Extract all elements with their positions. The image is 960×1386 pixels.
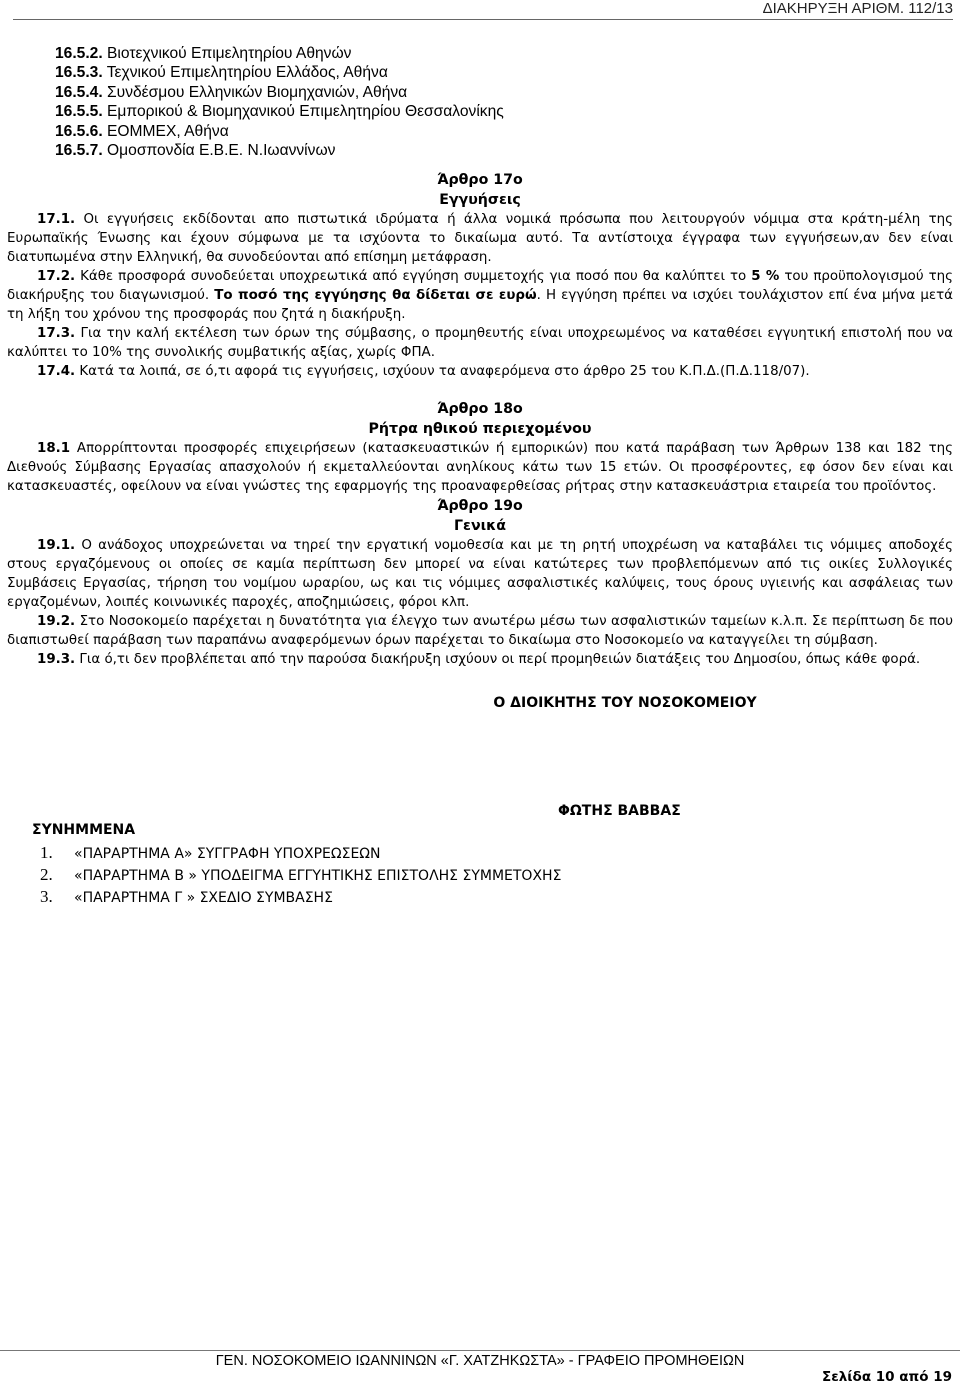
footer-divider xyxy=(0,1350,960,1351)
article-18-title: Άρθρο 18ο xyxy=(437,401,523,417)
paragraph-17-4: 17.4. Κατά τα λοιπά, σε ό,τι αφορά τις εγγυήσεις, ισχύουν τα αναφερόμενα στο άρθρο 25 του Κ.Π.Δ.(Π.Δ.118/07). xyxy=(37,364,810,379)
article-19-title: Άρθρο 19ο xyxy=(437,498,523,514)
footer-text: ΓΕΝ. ΝΟΣΟΚΟΜΕΙΟ ΙΩΑΝΝΙΝΩΝ «Γ. ΧΑΤΖΗΚΩΣΤΑ» - ΓΡΑΦΕΙΟ ΠΡΟΜΗΘΕΙΩΝ xyxy=(215,1353,745,1369)
signature-name: ΦΩΤΗΣ ΒΑΒΒΑΣ xyxy=(558,803,681,819)
paragraph-19-1: 19.1. Ο ανάδοχος υποχρεώνεται να τηρεί την εργατική νομοθεσία και με τη ρητή υποχρέωση να καταβάλει τις νόμιμες αποδοχές στους εργαζόμενους οι οποίες σε καμία περίπτωση δεν μπορεί να είναι κατώτερες των προβλεπόμενων από τις οικίες Συλλογικές Συμβάσεις Εργασίας, τήρηση του νομίμου ωραρίου, ως και τις νόμιμες ασφαλιστικές καλύψεις, τους όρους υγιεινής και ασφάλειας των εργαζομένων, λοιπές κοινωνικές παροχές, αποζημιώσεις, φόροι κλπ. xyxy=(7,538,953,610)
sublist xyxy=(55,44,504,160)
article-19-subtitle: Γενικά xyxy=(454,518,506,534)
annexes-title: ΣΥΝΗΜΜΕΝΑ xyxy=(32,822,136,838)
paragraph-18-1: 18.1 Απορρίπτονται προσφορές επιχειρήσεων (κατασκευαστικών ή εμπορικών) που κατά παράβαση των Άρθρων 138 και 182 της Διεθνούς Σύμβασης Εργασίας απασχολούν ή εκμεταλλεύονται ανηλίκους κάτω των 15 ετών. Οι προσφέροντες, εφ όσον δεν είναι και κατασκευαστές, οφείλουν να είναι γνώστες της εφαρμογής της προαναφερθείσας ρήτρας στην κατασκευάστρια εταιρεία του προϊόντος. xyxy=(7,441,953,494)
list-item: 16.5.4. Συνδέσμου Ελληνικών Βιομηχανιών, Αθήνα xyxy=(55,83,408,101)
list-item: 16.5.5. Εμπορικού & Βιομηχανικού Επιμελητηρίου Θεσσαλονίκης xyxy=(55,103,504,121)
paragraph-17-1: 17.1. Οι εγγυήσεις εκδίδονται απο πιστωτικά ιδρύματα ή άλλα νομικά πρόσωπα που λειτουργούν νόμιμα στα κράτη-μέλη της Ευρωπαϊκής Ένωσης και έχουν σύμφωνα με τα ισχύοντα το δικαίωμα αυτό. Τα αντίστοιχα έγγραφα των εγγυήσεων,αν δεν είναι διατυπωμένα στην Ελληνική, θα συνοδεύονται από επίσημη μετάφραση. xyxy=(7,212,953,265)
article-17-title: Άρθρο 17ο xyxy=(437,172,523,188)
list-item: 2. «ΠΑΡΑΡΤΗΜΑ Β » ΥΠΟΔΕΙΓΜΑ ΕΓΓΥΗΤΙΚΗΣ ΕΠΙΣΤΟΛΗΣ ΣΥΜΜΕΤΟΧΗΣ xyxy=(40,865,562,884)
document-body xyxy=(7,170,953,711)
paragraph-17-3: 17.3. Για την καλή εκτέλεση των όρων της σύμβασης, ο προμηθευτής είναι υποχρεωμένος να καταθέσει εγγυητική επιστολή που να καλύπτει το 10% της συνολικής συμβατικής αξίας, χωρίς ΦΠΑ. xyxy=(7,326,953,360)
annexes-list xyxy=(40,842,561,908)
paragraph-19-3: 19.3. Για ό,τι δεν προβλέπεται από την παρούσα διακήρυξη ισχύουν οι περί προμηθειών διατάξεις του Δημοσίου, όπως κάθε φορά. xyxy=(37,652,921,667)
document-header: ΔΙΑΚΗΡΥΞΗ ΑΡΙΘΜ. 112/13 xyxy=(13,0,953,20)
list-item: 16.5.3. Τεχνικού Επιμελητηρίου Ελλάδος, Αθήνα xyxy=(55,64,388,82)
list-item: 1. «ΠΑΡΑΡΤΗΜΑ Α» ΣΥΓΓΡΑΦΗ ΥΠΟΧΡΕΩΣΕΩΝ xyxy=(40,843,381,862)
page-number: Σελίδα 10 από 19 xyxy=(822,1369,952,1385)
signature-role: Ο ΔΙΟΙΚΗΤΗΣ ΤΟΥ ΝΟΣΟΚΟΜΕΙΟΥ xyxy=(493,695,757,711)
paragraph-17-2: 17.2. Κάθε προσφορά συνοδεύεται υποχρεωτικά από εγγύηση συμμετοχής για ποσό που θα καλύπτει το 5 % του προϋπολογισμού της διακήρυξης του διαγωνισμού. Το ποσό της εγγύησης θα δίδεται σε ευρώ. Η εγγύηση πρέπει να ισχύει τουλάχιστον επί ένα μήνα μετά τη λήξη του χρόνου της προσφοράς που ζητά η διακήρυξη. xyxy=(7,269,953,322)
list-item: 16.5.7. Ομοσπονδία Ε.Β.Ε. Ν.Ιωαννίνων xyxy=(55,142,336,160)
list-item: 3. «ΠΑΡΑΡΤΗΜΑ Γ » ΣΧΕΔΙΟ ΣΥΜΒΑΣΗΣ xyxy=(40,887,333,906)
list-item: 16.5.6. ΕΟΜΜΕΧ, Αθήνα xyxy=(55,122,229,140)
article-17-subtitle: Εγγυήσεις xyxy=(439,192,521,208)
list-item: 16.5.2. Βιοτεχνικού Επιμελητηρίου Αθηνών xyxy=(55,45,352,62)
article-18-subtitle: Ρήτρα ηθικού περιεχομένου xyxy=(368,421,592,437)
paragraph-19-2: 19.2. Στο Νοσοκομείο παρέχεται η δυνατότητα για έλεγχο των ανωτέρω μέσω των ασφαλιστικών ταμείων κ.λ.π. Σε περίπτωση δε που διαπιστωθεί παράβαση των παραπάνω αναφερόμενων όρων παρέχεται το δικαίωμα στο Νοσοκομείο να καταγγείλει τη σύμβαση. xyxy=(7,614,953,648)
